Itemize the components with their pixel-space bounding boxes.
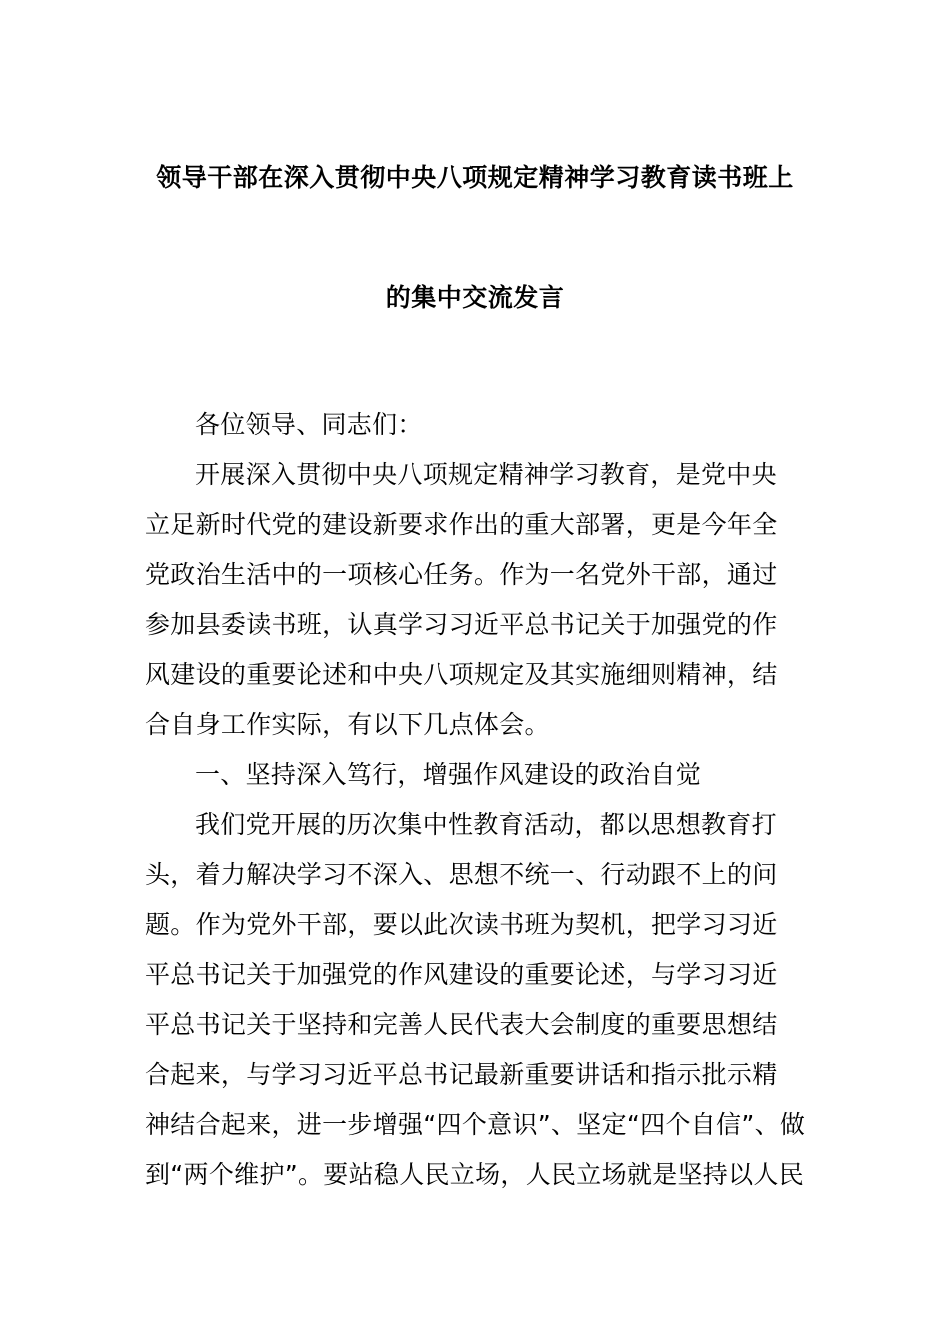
paragraph-2 [145,800,810,1200]
paragraph-1-line: 风建设的重要论述和中央八项规定及其实施细则精神，结 [145,660,778,689]
paragraph-1-line: 合自身工作实际，有以下几点体会。 [145,710,550,739]
paragraph-2-line: 平总书记关于加强党的作风建设的重要论述，与学习习近 [145,960,778,989]
paragraph-1 [145,450,810,750]
paragraph-1-line: 党政治生活中的一项核心任务。作为一名党外干部，通过 [145,560,778,589]
document-title-line-1: 领导干部在深入贯彻中央八项规定精神学习教育读书班上 [156,163,794,192]
paragraph-2-line: 平总书记关于坚持和完善人民代表大会制度的重要思想结 [145,1010,778,1039]
paragraph-2-line: 合起来，与学习习近平总书记最新重要讲话和指示批示精 [145,1060,778,1089]
document-body [145,400,810,1200]
salutation: 各位领导、同志们： [195,410,423,439]
paragraph-2-line: 神结合起来，进一步增强“四个意识”、坚定“四个自信”、做 [145,1110,806,1139]
paragraph-2-line: 题。作为党外干部，要以此次读书班为契机，把学习习近 [145,910,778,939]
paragraph-1-line: 开展深入贯彻中央八项规定精神学习教育，是党中央 [195,460,777,489]
section-heading-1: 一、坚持深入笃行，增强作风建设的政治自觉 [195,760,702,789]
document-title-line-2: 的集中交流发言 [385,283,565,312]
paragraph-1-line: 参加县委读书班，认真学习习近平总书记关于加强党的作 [145,610,778,639]
paragraph-2-line: 头，着力解决学习不深入、思想不统一、行动跟不上的问 [145,860,778,889]
paragraph-2-line: 到“两个维护”。要站稳人民立场，人民立场就是坚持以人民 [145,1160,805,1189]
paragraph-1-line: 立足新时代党的建设新要求作出的重大部署，更是今年全 [145,510,778,539]
paragraph-2-line: 我们党开展的历次集中性教育活动，都以思想教育打 [195,810,777,839]
